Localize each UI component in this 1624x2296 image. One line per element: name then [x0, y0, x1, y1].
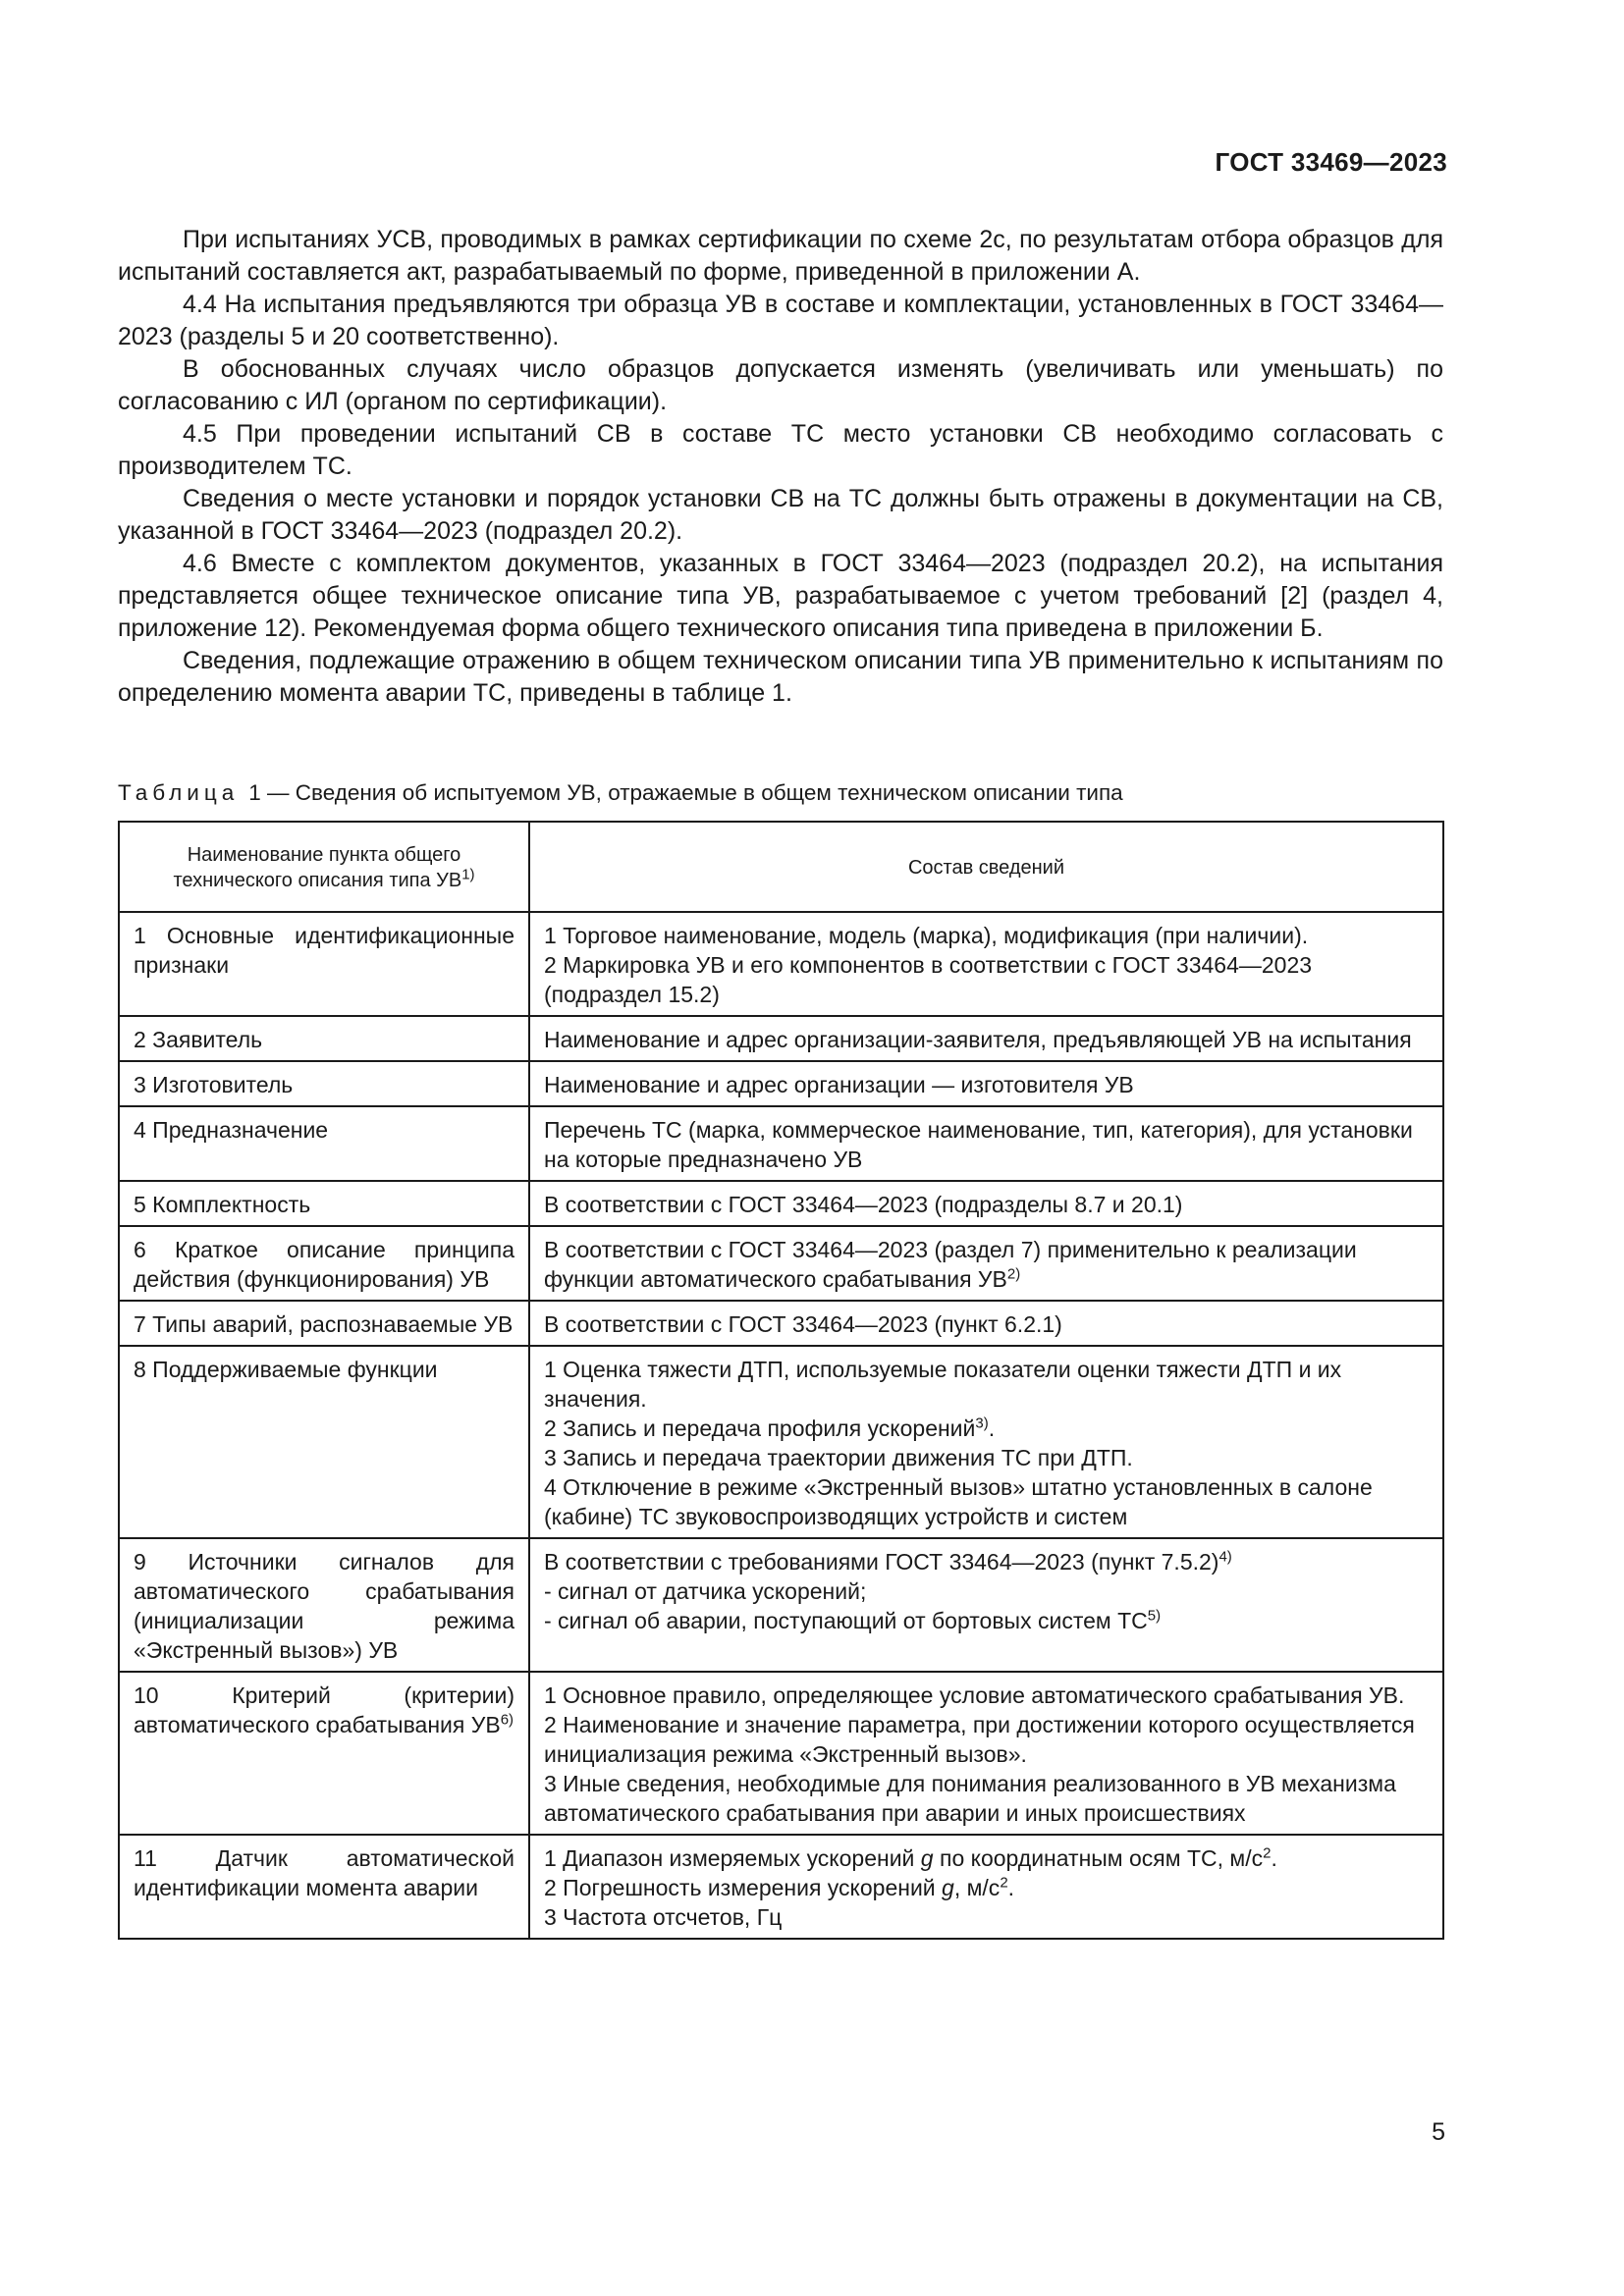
paragraph: 4.4 На испытания предъявляются три образца УВ в составе и комплектации, установленных в ГОСТ 33464—2023 (разделы 5 и 20 соответственно).	[118, 291, 1443, 350]
table-row	[119, 1672, 1443, 1835]
row-details: Перечень ТС (марка, коммерческое наименование, тип, категория), для установки на которые предназначено УВ	[529, 1106, 1443, 1181]
table-header-row	[119, 822, 1443, 912]
page-number: 5	[1432, 2118, 1445, 2146]
row-name: 4 Предназначение	[119, 1106, 529, 1181]
row-name: 6 Краткое описание принципа действия (функционирования) УВ	[119, 1226, 529, 1301]
row-details: В соответствии с требованиями ГОСТ 33464—2023 (пункт 7.5.2)$^{4)}$ - сигнал от датчика ускорений; - сигнал об аварии, поступающий от бортовых систем ТС$^{5)}$	[529, 1538, 1443, 1672]
column-header-details: Состав сведений	[529, 822, 1443, 912]
row-name: 5 Комплектность	[119, 1181, 529, 1226]
table-row	[119, 1346, 1443, 1538]
row-name: 2 Заявитель	[119, 1016, 529, 1061]
table-row	[119, 1181, 1443, 1226]
row-details: В соответствии с ГОСТ 33464—2023 (раздел 7) применительно к реализации функции автоматического срабатывания УВ$^{2)}$	[529, 1226, 1443, 1301]
table-row	[119, 1106, 1443, 1181]
row-name: 7 Типы аварий, распознаваемые УВ	[119, 1301, 529, 1346]
row-details: 1 Основное правило, определяющее условие автоматического срабатывания УВ. 2 Наименование и значение параметра, при достижении которого осуществляется инициализация режима «Экстренный вызов». 3 Иные сведения, необходимые для понимания реализованного в УВ механизма автоматического срабатывания при аварии и иных происшествиях	[529, 1672, 1443, 1835]
table-row	[119, 1538, 1443, 1672]
row-details: 1 Диапазон измеряемых ускорений g по координатным осям ТС, $м/с^2$. 2 Погрешность измерения ускорений g, $м/с^2$. 3 Частота отсчетов, Гц	[529, 1835, 1443, 1939]
paragraph: При испытаниях УСВ, проводимых в рамках сертификации по схеме 2с, по результатам отбора образцов для испытаний составляется акт, разрабатываемый по форме, приведенной в приложении А.	[118, 226, 1443, 286]
row-name: 11 Датчик автоматической идентификации момента аварии	[119, 1835, 529, 1939]
row-name: 3 Изготовитель	[119, 1061, 529, 1106]
paragraph: Сведения о месте установки и порядок установки СВ на ТС должны быть отражены в документации на СВ, указанной в ГОСТ 33464—2023 (подраздел 20.2).	[118, 485, 1443, 545]
body-text	[118, 224, 1443, 710]
row-name: 8 Поддерживаемые функции	[119, 1346, 529, 1538]
row-details: Наименование и адрес организации — изготовителя УВ	[529, 1061, 1443, 1106]
row-details: В соответствии с ГОСТ 33464—2023 (подразделы 8.7 и 20.1)	[529, 1181, 1443, 1226]
row-details: Наименование и адрес организации-заявителя, предъявляющей УВ на испытания	[529, 1016, 1443, 1061]
table-row	[119, 1226, 1443, 1301]
table-row	[119, 912, 1443, 1016]
table-caption-text: 1 — Сведения об испытуемом УВ, отражаемые в общем техническом описании типа	[248, 780, 1123, 805]
row-details: В соответствии с ГОСТ 33464—2023 (пункт 6.2.1)	[529, 1301, 1443, 1346]
column-header-item: Наименование пункта общего технического описания типа УВ$^{1)}$	[119, 822, 529, 912]
table-row	[119, 1061, 1443, 1106]
table-caption	[118, 780, 1123, 806]
table-caption-label: Таблица	[118, 780, 240, 805]
paragraph: Сведения, подлежащие отражению в общем техническом описании типа УВ применительно к испытаниям по определению момента аварии ТС, приведены в таблице 1.	[118, 647, 1443, 707]
table-row	[119, 1016, 1443, 1061]
info-table	[118, 821, 1444, 1940]
row-name: 9 Источники сигналов для автоматического срабатывания (инициализации режима «Экстренный вызов») УВ	[119, 1538, 529, 1672]
paragraph: В обоснованных случаях число образцов допускается изменять (увеличивать или уменьшать) по согласованию с ИЛ (органом по сертификации).	[118, 355, 1443, 415]
row-details: 1 Торговое наименование, модель (марка), модификация (при наличии). 2 Маркировка УВ и его компонентов в соответствии с ГОСТ 33464—2023 (подраздел 15.2)	[529, 912, 1443, 1016]
table-row	[119, 1301, 1443, 1346]
paragraph: 4.5 При проведении испытаний СВ в составе ТС место установки СВ необходимо согласовать с производителем ТС.	[118, 420, 1443, 480]
row-name: 10 Критерий (критерии) автоматического срабатывания УВ$^{6)}$	[119, 1672, 529, 1835]
table-row	[119, 1835, 1443, 1939]
paragraph: 4.6 Вместе с комплектом документов, указанных в ГОСТ 33464—2023 (подраздел 20.2), на испытания представляется общее техническое описание типа УВ, разрабатываемое с учетом требований [2] (раздел 4, приложение 12). Рекомендуемая форма общего технического описания типа приведена в приложении Б.	[118, 550, 1443, 642]
row-details: 1 Оценка тяжести ДТП, используемые показатели оценки тяжести ДТП и их значения. 2 Запись и передача профиля ускорений$^{3)}$. 3 Запись и передача траектории движения ТС при ДТП. 4 Отключение в режиме «Экстренный вызов» штатно установленных в салоне (кабине) ТС звуковоспроизводящих устройств и систем	[529, 1346, 1443, 1538]
row-name: 1 Основные идентификационные признаки	[119, 912, 529, 1016]
standard-designation: ГОСТ 33469—2023	[1215, 147, 1447, 177]
